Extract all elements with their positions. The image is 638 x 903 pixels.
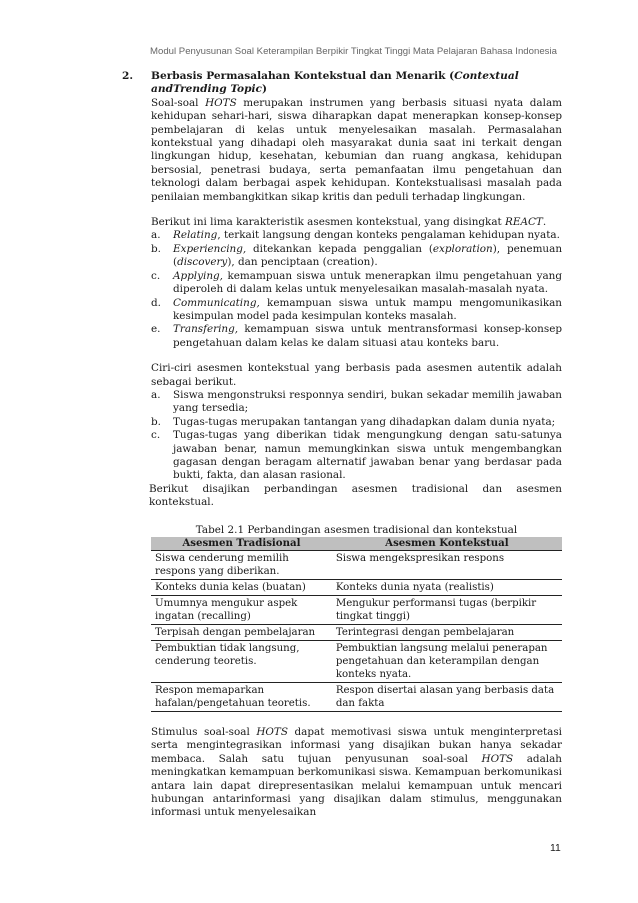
list-marker: b. (151, 242, 161, 255)
table-cell: Mengukur performansi tugas (berpikir tingkat tinggi) (332, 596, 562, 625)
section-body (122, 97, 562, 820)
list-item-text: Siswa mengonstruksi responnya sendiri, bukan sekadar memilih jawaban yang tersedia; (173, 388, 562, 415)
list-item (151, 389, 562, 416)
list-item (151, 416, 562, 429)
list-item-text: Tugas-tugas yang diberikan tidak mengungkung dengan satu-satunya jawaban benar, namun memungkinkan siswa untuk mengembangkan gagasan dengan beragam alternatif jawaban benar yang berdasar pada bukti, fakta, dan alasan rasional. (173, 429, 562, 482)
table-cell: Respon disertai alasan yang berbasis data dan fakta (332, 683, 562, 712)
para1-text-a: Soal-soal (151, 96, 206, 109)
section-title-end: ) (261, 83, 267, 96)
list-item (151, 270, 562, 297)
react-desc-mid: ), penemuan ( (173, 242, 563, 269)
list-marker: c. (151, 429, 161, 442)
paragraph-contextual (151, 97, 562, 204)
table-intro: Berikut disajikan perbandingan asesmen tradisional dan asesmen kontekstual. (149, 482, 562, 509)
react-desc: kemampuan siswa untuk mentransformasi konsep-konsep pengetahuan dalam kelas ke dalam situasi atau konteks baru. (173, 323, 562, 349)
section-title-italic: Contextual andTrending Topic (151, 70, 519, 96)
paragraph-stimulus (151, 726, 562, 820)
section-heading (122, 70, 562, 97)
para1-text-b: merupakan instrumen yang berbasis situasi nyata dalam kehidupan sehari-hari, siswa diharapkan dapat menerapkan konsep-konsep pembelajaran di kelas untuk menyelesaikan masalah. Permasalahan kontekstual yang dihadapi oleh masyarakat dunia saat ini terkait dengan lingkungan hidup, kesehatan, kebumian dan ruang angkasa, kehidupan bersosial, penetrasi budaya, serta pemanfaatan ilmu pengetahuan dan teknologi dalam berbagai aspek kehidupan. Kontekstualisasi masalah pada penilaian membangkitkan sikap kritis dan peduli terhadap lingkungan. (151, 96, 562, 203)
react-term: Communicating, (173, 296, 260, 309)
react-intro-end: . (542, 216, 547, 229)
table-cell: Pembuktian langsung melalui penerapan pengetahuan dan keterampilan dengan konteks nyata. (332, 641, 562, 683)
react-desc: , terkait langsung dengan konteks pengalaman kehidupan nyata. (217, 229, 560, 242)
page-content (122, 70, 562, 820)
table-cell: Respon memaparkan hafalan/pengetahuan teoretis. (151, 683, 332, 712)
table-row (151, 683, 562, 712)
list-item (151, 429, 562, 483)
table-caption: Tabel 2.1 Perbandingan asesmen tradisional dan kontekstual (195, 523, 518, 536)
list-item (151, 243, 562, 270)
list-marker: d. (151, 296, 161, 309)
column-header: Asesmen Tradisional (151, 537, 332, 551)
list-item-text: Tugas-tugas merupakan tantangan yang dihadapkan dalam dunia nyata; (173, 415, 556, 428)
list-marker: c. (151, 269, 161, 282)
list-item (151, 323, 562, 350)
table-cell: Siswa mengekspresikan respons (332, 551, 562, 580)
list-marker: a. (151, 229, 161, 242)
table-row (151, 641, 562, 683)
table-cell: Umumnya mengukur aspek ingatan (recalling) (151, 596, 332, 625)
react-term: Transfering, (173, 323, 239, 336)
table-cell: Terpisah dengan pembelajaran (151, 625, 332, 641)
react-italic-b: discovery (177, 256, 228, 269)
list-marker: e. (151, 323, 161, 336)
stimulus-text-c: adalah meningkatkan kemampuan berkomunikasi siswa. Kemampuan berkomunikasi antara lain dapat direpresentasikan melalui kemampuan untuk mencari hubungan antarinformasi yang disajikan dalam stimulus, menggunakan informasi untuk menyelesaikan (151, 752, 562, 819)
react-italic-a: exploration (432, 242, 493, 255)
stimulus-hots-a: HOTS (256, 726, 288, 738)
react-list (151, 229, 562, 350)
section-number: 2. (122, 70, 134, 82)
react-desc: kemampuan siswa untuk mampu mengomunikasikan kesimpulan model pada kesimpulan konteks masalah. (173, 296, 562, 322)
list-marker: b. (151, 415, 161, 428)
list-item (151, 297, 562, 324)
stimulus-text-a: Stimulus soal-soal (151, 726, 257, 738)
running-header: Modul Penyusunan Soal Keterampilan Berpikir Tingkat Tinggi Mata Pelajaran Bahasa Indonesia (150, 46, 557, 57)
table-row (151, 596, 562, 625)
stimulus-text-b: dapat memotivasi siswa untuk menginterpretasi serta mengintegrasikan informasi yang disajikan bukan hanya sekadar membaca. Salah satu tujuan penyusunan soal-soal (151, 726, 562, 765)
react-acronym: REACT (505, 216, 543, 229)
table-cell: Pembuktian tidak langsung, cenderung teoretis. (151, 641, 332, 683)
table-cell: Konteks dunia nyata (realistis) (332, 580, 562, 596)
table-cell: Konteks dunia kelas (buatan) (151, 580, 332, 596)
react-desc-end: ), dan penciptaan (creation). (227, 256, 378, 269)
table-row (151, 580, 562, 596)
react-intro-text: Berikut ini lima karakteristik asesmen kontekstual, yang disingkat (151, 216, 506, 229)
para1-hots: HOTS (205, 96, 237, 109)
table-cell: Terintegrasi dengan pembelajaran (332, 625, 562, 641)
table-header-row (151, 537, 562, 551)
list-marker: a. (151, 388, 161, 401)
react-term: Experiencing, (173, 242, 247, 255)
list-item (151, 229, 562, 242)
react-term: Relating (173, 229, 218, 242)
column-header: Asesmen Kontekstual (332, 537, 562, 551)
ciri-intro: Ciri-ciri asesmen kontekstual yang berbasis pada asesmen autentik adalah sebagai berikut. (151, 362, 562, 388)
react-term: Applying, (173, 269, 223, 282)
ciri-list (151, 389, 562, 483)
comparison-table (151, 537, 562, 712)
page-number: 11 (550, 843, 561, 854)
react-desc: ditekankan kepada penggalian ( (246, 242, 433, 255)
table-cell: Siswa cenderung memilih respons yang diberikan. (151, 551, 332, 580)
table-row (151, 551, 562, 580)
stimulus-hots-b: HOTS (481, 752, 514, 765)
react-desc: kemampuan siswa untuk menerapkan ilmu pengetahuan yang diperoleh di dalam kelas untuk menyelesaikan masalah-masalah nyata. (173, 269, 562, 296)
react-intro (151, 216, 562, 229)
table-row (151, 625, 562, 641)
section-title-plain: Berbasis Permasalahan Kontekstual dan Menarik ( (151, 70, 455, 82)
